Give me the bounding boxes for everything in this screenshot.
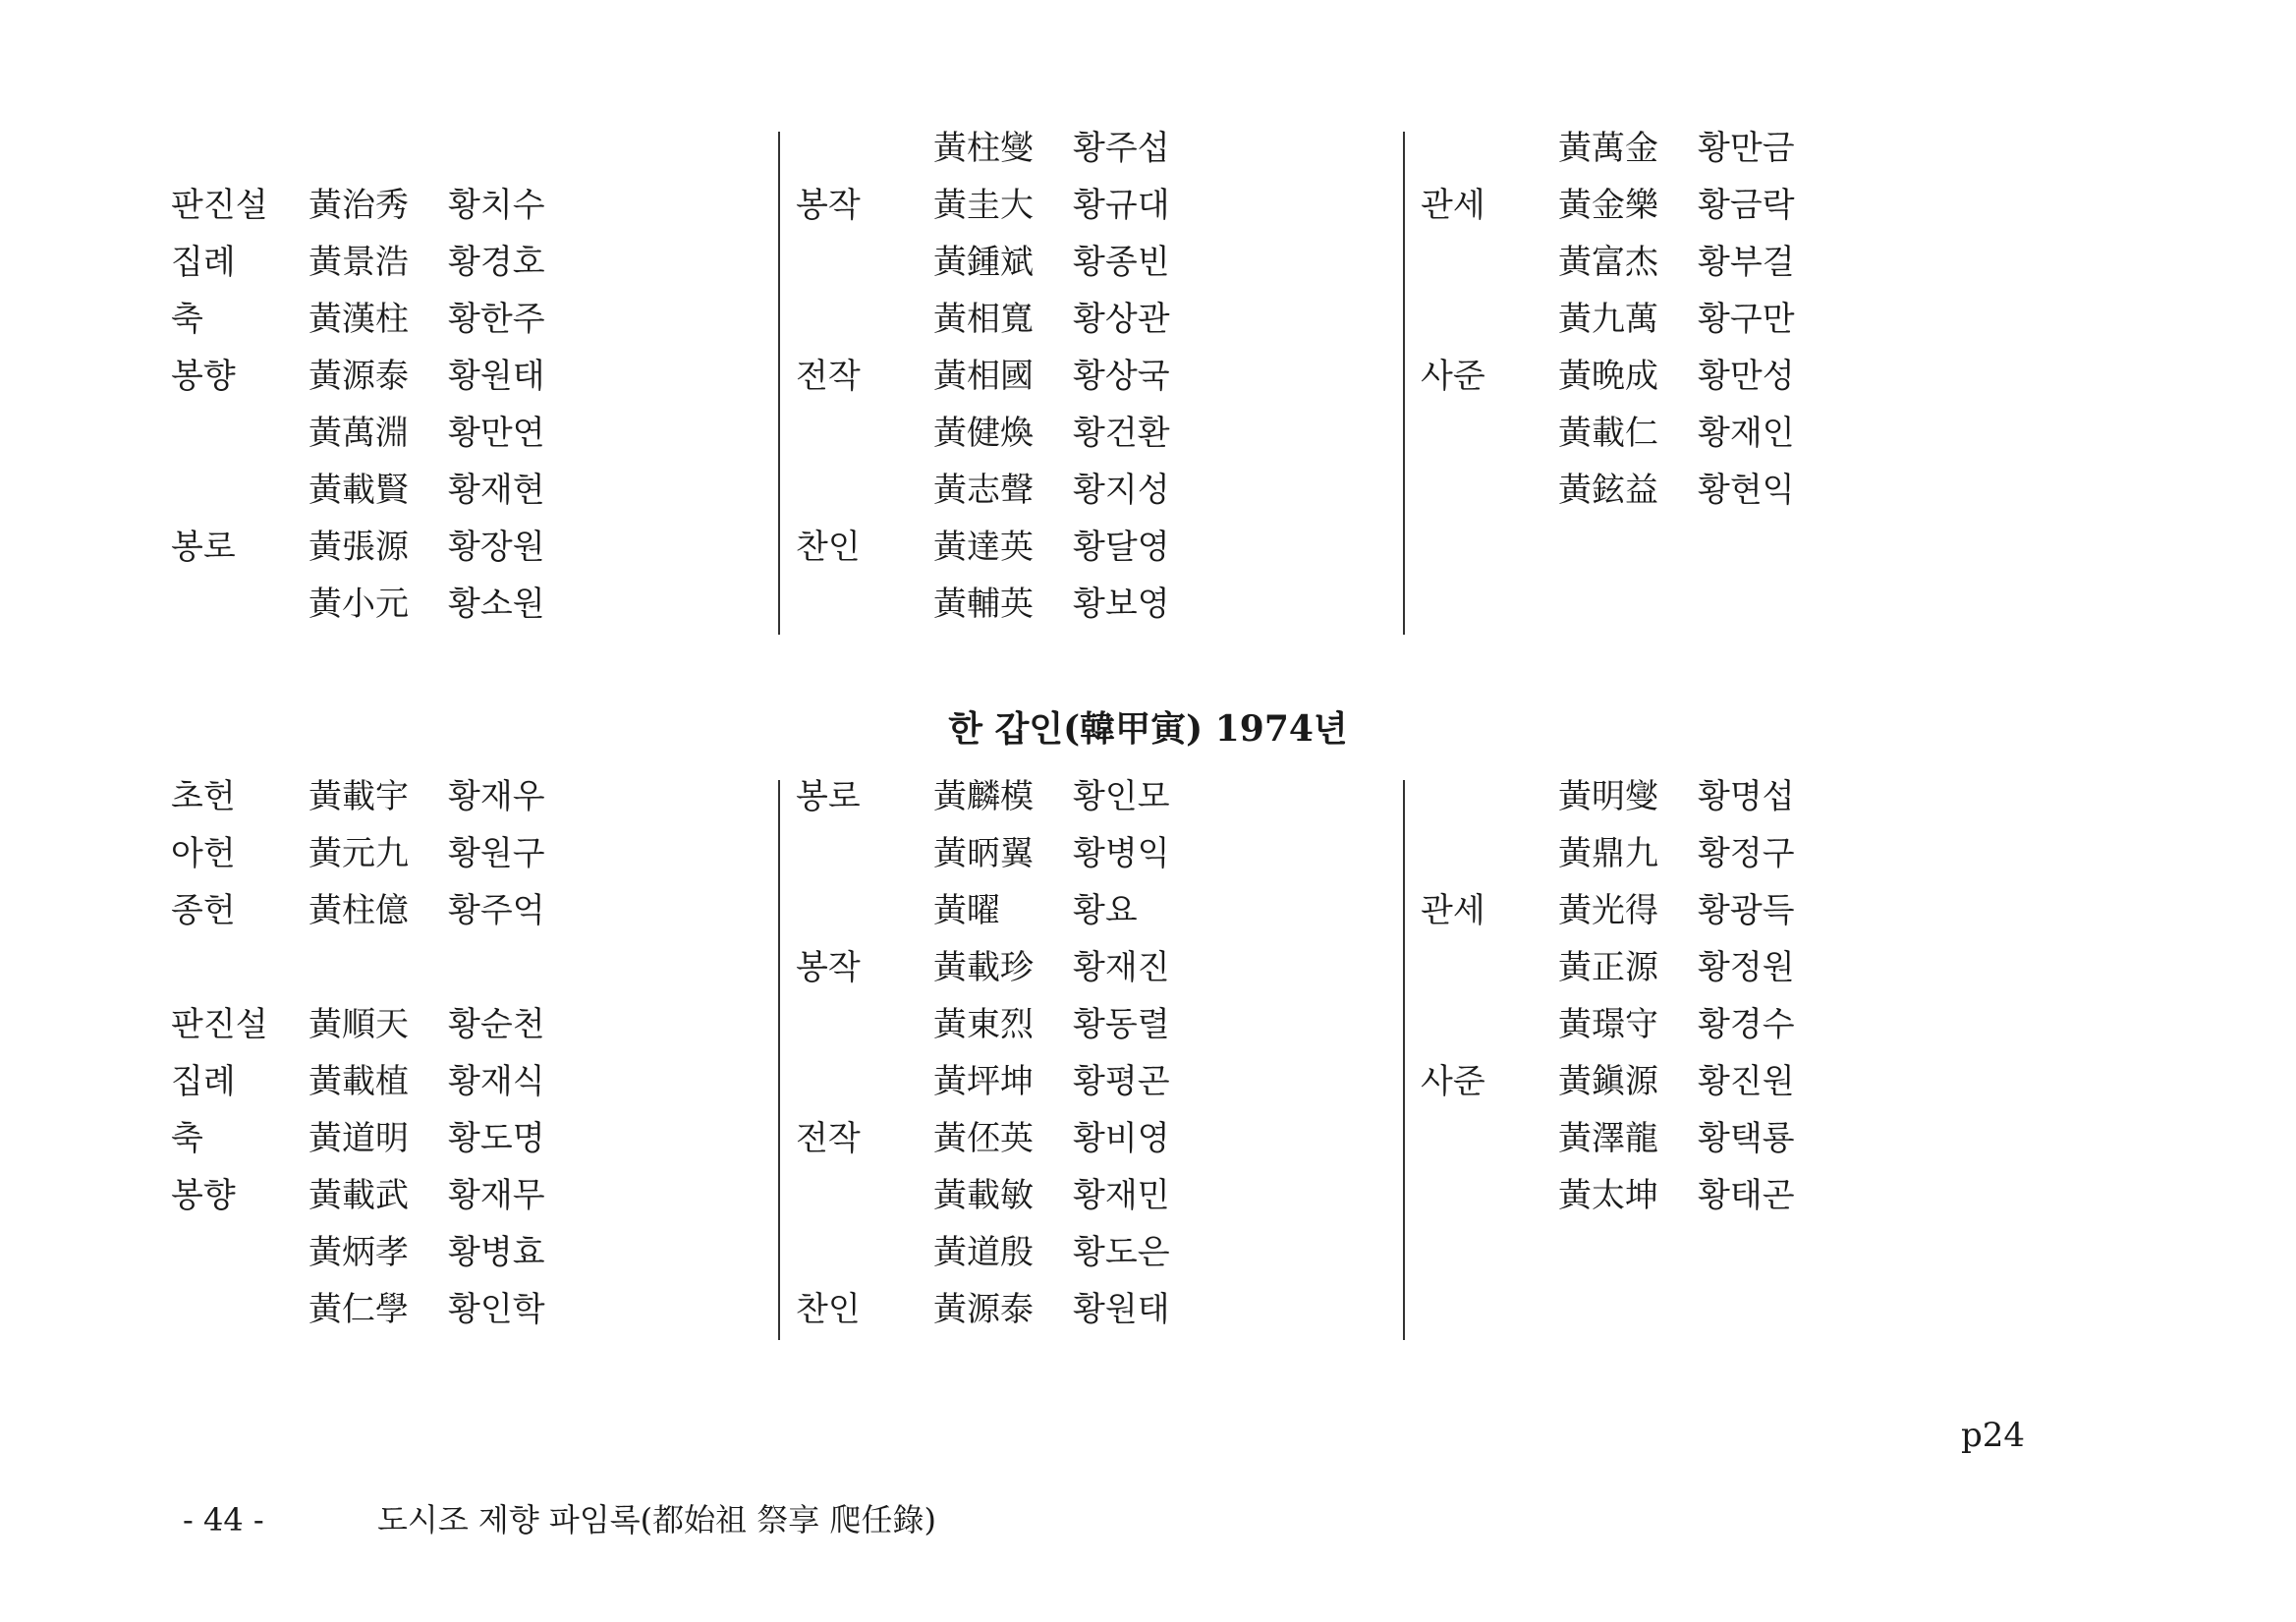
name-hangul: 황건환 bbox=[1073, 414, 1170, 453]
role-label: 찬인 bbox=[796, 528, 861, 567]
footer-title: 도시조 제향 파임록(都始祖 祭享 爬任錄) bbox=[377, 1501, 936, 1538]
role-label: 집례 bbox=[171, 1062, 236, 1101]
name-hangul: 황태곤 bbox=[1698, 1176, 1795, 1215]
name-hanja: 黃太坤 bbox=[1558, 1176, 1658, 1215]
name-hanja: 黃曜 bbox=[933, 891, 1000, 930]
name-hangul: 황상국 bbox=[1073, 357, 1170, 396]
name-hanja: 黃景浩 bbox=[308, 243, 409, 282]
name-hangul: 황재민 bbox=[1073, 1176, 1170, 1215]
name-hangul: 황인모 bbox=[1073, 777, 1170, 816]
name-hangul: 황장원 bbox=[448, 528, 545, 567]
name-hanja: 黃載敏 bbox=[933, 1176, 1034, 1215]
role-label: 봉작 bbox=[796, 186, 861, 225]
name-hangul: 황정원 bbox=[1698, 948, 1795, 987]
column-divider bbox=[1403, 132, 1405, 635]
name-hangul: 황재식 bbox=[448, 1062, 545, 1101]
name-hangul: 황재우 bbox=[448, 777, 545, 816]
name-hanja: 黃炳孝 bbox=[308, 1233, 409, 1272]
name-hanja: 黃相國 bbox=[933, 357, 1034, 396]
role-label: 종헌 bbox=[171, 891, 236, 930]
role-label: 사준 bbox=[1421, 357, 1485, 396]
name-hangul: 황부걸 bbox=[1698, 243, 1795, 282]
name-hangul: 황재진 bbox=[1073, 948, 1170, 987]
role-label: 봉로 bbox=[796, 777, 861, 816]
name-hanja: 黃鍾斌 bbox=[933, 243, 1034, 282]
name-hanja: 黃載珍 bbox=[933, 948, 1034, 987]
page-code: p24 bbox=[1961, 1416, 2026, 1455]
name-hangul: 황만연 bbox=[448, 414, 545, 453]
name-hangul: 황평곤 bbox=[1073, 1062, 1170, 1101]
name-hanja: 黃坪坤 bbox=[933, 1062, 1034, 1101]
name-hangul: 황구만 bbox=[1698, 300, 1795, 339]
name-hangul: 황광득 bbox=[1698, 891, 1795, 930]
name-hanja: 黃載仁 bbox=[1558, 414, 1658, 453]
name-hangul: 황도은 bbox=[1073, 1233, 1170, 1272]
name-hangul: 황명섭 bbox=[1698, 777, 1795, 816]
name-hanja: 黃金樂 bbox=[1558, 186, 1658, 225]
name-hanja: 黃達英 bbox=[933, 528, 1034, 567]
role-label: 전작 bbox=[796, 1119, 861, 1158]
role-label: 전작 bbox=[796, 357, 861, 396]
name-hangul: 황비영 bbox=[1073, 1119, 1170, 1158]
name-hangul: 황진원 bbox=[1698, 1062, 1795, 1101]
name-hangul: 황규대 bbox=[1073, 186, 1170, 225]
name-hanja: 黃載植 bbox=[308, 1062, 409, 1101]
name-hanja: 黃健煥 bbox=[933, 414, 1034, 453]
name-hanja: 黃輔英 bbox=[933, 585, 1034, 624]
name-hanja: 黃源泰 bbox=[933, 1290, 1034, 1329]
name-hangul: 황요 bbox=[1073, 891, 1138, 930]
name-hangul: 황원태 bbox=[448, 357, 545, 396]
name-hanja: 黃小元 bbox=[308, 585, 409, 624]
name-hangul: 황지성 bbox=[1073, 471, 1170, 510]
name-hanja: 黃道殷 bbox=[933, 1233, 1034, 1272]
name-hanja: 黃治秀 bbox=[308, 186, 409, 225]
name-hanja: 黃順天 bbox=[308, 1005, 409, 1044]
role-label: 찬인 bbox=[796, 1290, 861, 1329]
role-label: 판진설 bbox=[171, 186, 268, 225]
name-hangul: 황재무 bbox=[448, 1176, 545, 1215]
name-hanja: 黃鉉益 bbox=[1558, 471, 1658, 510]
role-label: 봉향 bbox=[171, 357, 236, 396]
role-label: 집례 bbox=[171, 243, 236, 282]
name-hangul: 황보영 bbox=[1073, 585, 1170, 624]
name-hangul: 황인학 bbox=[448, 1290, 545, 1329]
name-hanja: 黃柱億 bbox=[308, 891, 409, 930]
role-label: 사준 bbox=[1421, 1062, 1485, 1101]
name-hangul: 황병효 bbox=[448, 1233, 545, 1272]
name-hanja: 黃仁學 bbox=[308, 1290, 409, 1329]
name-hangul: 황도명 bbox=[448, 1119, 545, 1158]
name-hanja: 黃麟模 bbox=[933, 777, 1034, 816]
name-hanja: 黃元九 bbox=[308, 834, 409, 873]
role-label: 축 bbox=[171, 1119, 203, 1158]
name-hangul: 황소원 bbox=[448, 585, 545, 624]
name-hanja: 黃璟守 bbox=[1558, 1005, 1658, 1044]
name-hanja: 黃載賢 bbox=[308, 471, 409, 510]
name-hanja: 黃晩成 bbox=[1558, 357, 1658, 396]
name-hanja: 黃富杰 bbox=[1558, 243, 1658, 282]
name-hanja: 黃鼎九 bbox=[1558, 834, 1658, 873]
name-hangul: 황정구 bbox=[1698, 834, 1795, 873]
name-hanja: 黃東烈 bbox=[933, 1005, 1034, 1044]
role-label: 관세 bbox=[1421, 891, 1485, 930]
name-hangul: 황원구 bbox=[448, 834, 545, 873]
column-divider bbox=[778, 780, 780, 1340]
name-hangul: 황원태 bbox=[1073, 1290, 1170, 1329]
name-hangul: 황금락 bbox=[1698, 186, 1795, 225]
role-label: 봉작 bbox=[796, 948, 861, 987]
name-hangul: 황주억 bbox=[448, 891, 545, 930]
section-title: 한 갑인(韓甲寅) 1974년 bbox=[948, 708, 1348, 750]
name-hangul: 황경수 bbox=[1698, 1005, 1795, 1044]
role-label: 관세 bbox=[1421, 186, 1485, 225]
role-label: 아헌 bbox=[171, 834, 236, 873]
name-hangul: 황재현 bbox=[448, 471, 545, 510]
role-label: 봉향 bbox=[171, 1176, 236, 1215]
name-hanja: 黃鎭源 bbox=[1558, 1062, 1658, 1101]
name-hanja: 黃伾英 bbox=[933, 1119, 1034, 1158]
name-hangul: 황경호 bbox=[448, 243, 545, 282]
name-hanja: 黃相寬 bbox=[933, 300, 1034, 339]
name-hanja: 黃漢柱 bbox=[308, 300, 409, 339]
name-hangul: 황상관 bbox=[1073, 300, 1170, 339]
role-label: 초헌 bbox=[171, 777, 236, 816]
name-hanja: 黃志聲 bbox=[933, 471, 1034, 510]
name-hangul: 황동렬 bbox=[1073, 1005, 1170, 1044]
column-divider bbox=[778, 132, 780, 635]
name-hangul: 황종빈 bbox=[1073, 243, 1170, 282]
name-hangul: 황재인 bbox=[1698, 414, 1795, 453]
column-divider bbox=[1403, 780, 1405, 1340]
name-hangul: 황병익 bbox=[1073, 834, 1170, 873]
footer-page-number: - 44 - bbox=[183, 1501, 264, 1538]
name-hanja: 黃張源 bbox=[308, 528, 409, 567]
name-hanja: 黃昞翼 bbox=[933, 834, 1034, 873]
name-hangul: 황택룡 bbox=[1698, 1119, 1795, 1158]
role-label: 봉로 bbox=[171, 528, 236, 567]
name-hangul: 황순천 bbox=[448, 1005, 545, 1044]
name-hanja: 黃九萬 bbox=[1558, 300, 1658, 339]
name-hanja: 黃萬金 bbox=[1558, 129, 1658, 168]
name-hanja: 黃載宇 bbox=[308, 777, 409, 816]
role-label: 축 bbox=[171, 300, 203, 339]
name-hangul: 황만성 bbox=[1698, 357, 1795, 396]
name-hanja: 黃源泰 bbox=[308, 357, 409, 396]
role-label: 판진설 bbox=[171, 1005, 268, 1044]
name-hangul: 황주섭 bbox=[1073, 129, 1170, 168]
name-hanja: 黃萬淵 bbox=[308, 414, 409, 453]
name-hanja: 黃載武 bbox=[308, 1176, 409, 1215]
name-hanja: 黃明燮 bbox=[1558, 777, 1658, 816]
name-hanja: 黃光得 bbox=[1558, 891, 1658, 930]
name-hangul: 황현익 bbox=[1698, 471, 1795, 510]
name-hangul: 황만금 bbox=[1698, 129, 1795, 168]
name-hanja: 黃道明 bbox=[308, 1119, 409, 1158]
name-hanja: 黃圭大 bbox=[933, 186, 1034, 225]
name-hanja: 黃正源 bbox=[1558, 948, 1658, 987]
name-hangul: 황치수 bbox=[448, 186, 545, 225]
name-hangul: 황한주 bbox=[448, 300, 545, 339]
name-hanja: 黃柱燮 bbox=[933, 129, 1034, 168]
name-hanja: 黃澤龍 bbox=[1558, 1119, 1658, 1158]
name-hangul: 황달영 bbox=[1073, 528, 1170, 567]
